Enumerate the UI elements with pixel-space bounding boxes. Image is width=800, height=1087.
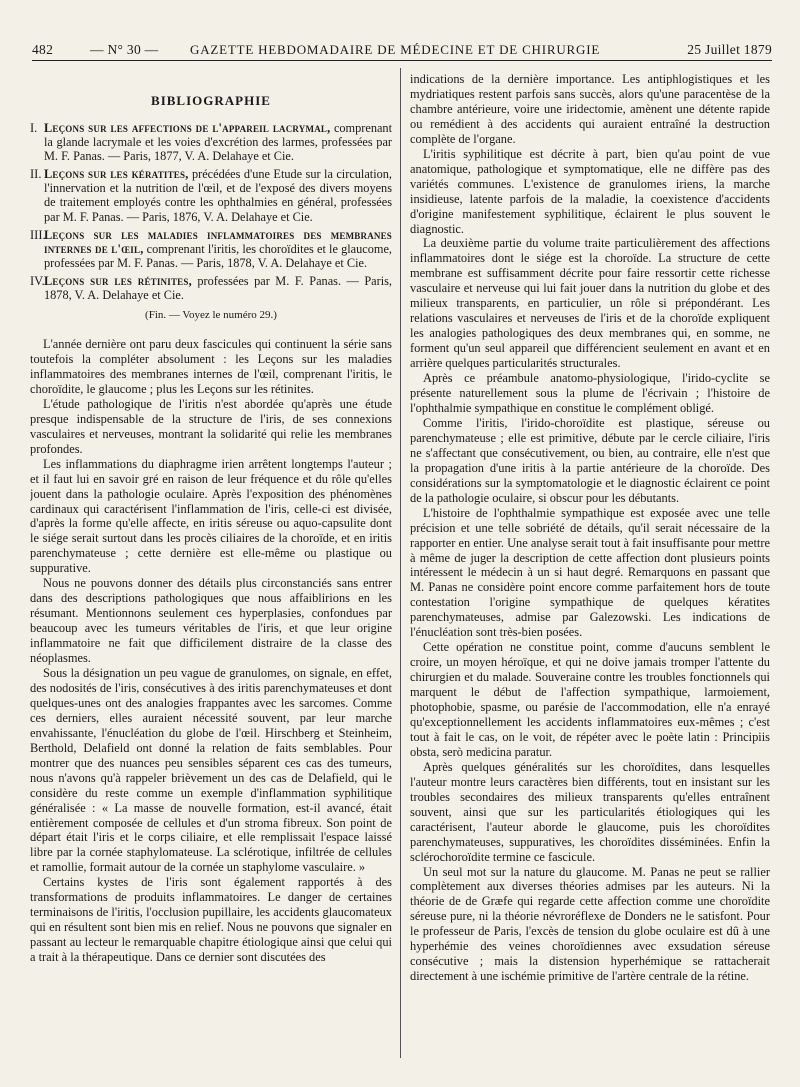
bibliography-list bbox=[30, 121, 392, 302]
entry-details: professées par M. F. Panas. — Paris, 1878, V. A. Delahaye et Cie. bbox=[44, 273, 392, 302]
issue-number: — N° 30 — bbox=[90, 42, 159, 57]
entry-number: II. bbox=[30, 167, 42, 182]
entry-details: précédées d'une Etude sur la circulation, l'innervation et la nutrition de l'œil, et de l'exposé des divers moyens de traitement employés contre les ophthalmies en général, professées par M. F. Panas. — Paris, 1876, V. A. Delahaye et Cie. bbox=[44, 167, 392, 224]
body-paragraph: indications de la dernière importance. Les antiphlogistiques et les mydriatiques restent parfois sans succès, alors qu'une paracentèse de la chambre antérieure, voire une iridectomie, amènent une détente rapide ou remédient à des accidents qui auraient entraîné la destruction complète de l'organe. bbox=[410, 72, 770, 146]
section-title: BIBLIOGRAPHIE bbox=[151, 93, 271, 108]
bibliography-entry bbox=[30, 121, 392, 163]
body-paragraph: Certains kystes de l'iris sont également rapportés à des transformations de produits inflammatoires. Le danger de certaines terminaisons de l'iritis, l'occlusion pupillaire, les accidents glaucomateux qui en résultent sont bien mis en relief. Nous ne pouvons que signaler en passant au lecteur le remarquable chapitre étiologique ainsi que celui qui a trait à la thérapeutique. Dans ce dernier sont discutées des bbox=[30, 875, 392, 965]
bibliography-entry bbox=[30, 228, 392, 270]
body-paragraph: L'histoire de l'ophthalmie sympathique est exposée avec une telle précision et une telle sobriété de détails, qu'il serait nécessaire de la rapporter en entier. Une analyse serait tout à fait insuffisante pour mettre à même de juger la description de cette affection dont plusieurs points intéressent le médecin à un si haut degré. Remarquons en passant que M. Panas ne considère point encore comme parfaitement hors de toute contestation l'origine sympathique de quelques kératites parenchymateuses, admise par Galezowski. Les indications de l'énucléation sont très-bien posées. bbox=[410, 505, 770, 640]
page-header bbox=[32, 38, 772, 61]
continuation-note: (Fin. — Voyez le numéro 29.) bbox=[145, 309, 277, 322]
entry-title: Leçons sur les maladies inflammatoires des membranes internes de l'œil, bbox=[44, 227, 392, 256]
body-paragraph: La deuxième partie du volume traite particulièrement des affections inflammatoires dont le siége est la choroïde. La structure de cette membrane est suffisamment décrite pour faire ressortir cette richesse vasculaire et nerveuse qui lui fait jouer dans la nutrition du globe et des milieux transparents, en particulier, un rôle si prépondérant. Les relations vasculaires et nerveuses de l'iris et de la choroïde expliquent les analogies pathologiques des deux membranes qui, en somme, ne forment qu'un seul appareil que différencient seulement en avant et en arrière quelques particularités structurales. bbox=[410, 236, 770, 371]
entry-number: I. bbox=[30, 120, 38, 135]
entry-title: Leçons sur les rétinites, bbox=[44, 273, 192, 288]
entry-title: Leçons sur les affections de l'appareil lacrymal, bbox=[44, 120, 331, 135]
body-paragraph: Les inflammations du diaphragme irien arrêtent longtemps l'auteur ; et il faut lui en savoir gré en raison de leur fréquence et du rôle qu'elles jouent dans la pathologie oculaire. Après l'exposition des phénomènes cardinaux qui caractérisent l'inflammation de l'iris, celle-ci est divisée, d'après la forme qu'elle affecte, en iritis séreuse ou aquo-capsulite dont le siége serait surtout dans les procès ciliaires de la choroïde, et en iritis parenchymateuse ; cette dernière est elle-même ou plastique ou suppurative. bbox=[30, 456, 392, 576]
entry-details: comprenant la glande lacrymale et les voies d'excrétion des larmes, professées par M. F. Panas. — Paris, 1877, V. A. Delahaye et Cie. bbox=[44, 120, 392, 164]
issue-date: 25 Juillet 1879 bbox=[687, 42, 772, 57]
page-number: 482 bbox=[32, 42, 54, 57]
body-paragraph: Sous la désignation un peu vague de granulomes, on signale, en effet, des nodosités de l'iris, consécutives à des iritis parenchymateuses et dont quelques-unes ont des analogies frappantes avec les sarcomes. Comme ces derniers, elles auraient nécessité souvent, par leur marche envahissante, l'énucléation du globe de l'œil. Hirschberg et Steinheim, Berthold, Delafield ont donné la relation de faits semblables. Pour montrer que des nuances peu sensibles séparent ces cas des tumeurs, nous n'avons qu'à rappeler brièvement un des cas de Delafield, qui le considère du reste comme un exemple d'inflammation syphilitique généralisée : « La masse de nouvelle formation, est-il avancé, était entièrement composée de cellules et d'un stroma fibreux. Son point de départ était l'iris et le corps ciliaire, et elle remplissait l'espace laissé libre par la cornée staphylomateuse. La sclérotique, infiltrée de cellules et ramollie, formait autour de la cornée un staphylome vasculaire. » bbox=[30, 666, 392, 875]
body-paragraph: Un seul mot sur la nature du glaucome. M. Panas ne peut se rallier complètement aux diverses théories admises par les auteurs. Ni la théorie de de Græfe qui regarde cette affection comme une choroïdite séreuse pure, ni la théorie névroréflexe de Donders ne le satisfont. Pour le professeur de Paris, l'excès de tension du globe oculaire est dû à une hyperhémie des veines choroïdiennes avec exsudation séreuse consécutive ; mais la distension hyperhémique se rattacherait directement à une ischémie primitive de l'artère centrale de la rétine. bbox=[410, 864, 770, 984]
bibliography-entry bbox=[30, 167, 392, 223]
entry-details: comprenant l'iritis, les choroïdites et le glaucome, professées par M. F. Panas. — Paris, 1878, V. A. Delahaye et Cie. bbox=[44, 241, 392, 270]
body-paragraph: Cette opération ne constitue point, comme d'aucuns semblent le croire, un moyen héroïque, et qui ne doive jamais tromper l'attente du chirurgien et du malade. Souveraine contre les troubles fonctionnels qui marquent le début de l'affection sympathique, larmoiement, photophobie, spasme, ou parésie de l'accommodation, elle n'a enrayé qu'exceptionnellement les accidents inflammatoires eux-mêmes ; c'est tout à fait le cas, on le voit, de répéter avec le poète latin : Principiis obsta, serò medicina paratur. bbox=[410, 640, 770, 759]
body-paragraph: Après ce préambule anatomo-physiologique, l'irido-cyclite se présente naturellement sous la plume de l'écrivain ; l'histoire de l'ophthalmie sympathique en constitue le complément obligé. bbox=[410, 371, 770, 415]
entry-number: III. bbox=[30, 227, 46, 242]
column-divider bbox=[400, 68, 401, 1058]
body-paragraph: L'année dernière ont paru deux fascicules qui continuent la série sans toutefois la compléter absolument : les Leçons sur les maladies inflammatoires des membranes internes de l'œil, comprenant l'iritis, le choroïdite, le glaucome ; plus les Leçons sur les rétinites. bbox=[30, 337, 392, 396]
body-paragraph: L'étude pathologique de l'iritis n'est abordée qu'après une étude presque indispensable de la structure de l'iris, de ses connexions vasculaires et nerveuses, montrant la solidarité qui relie les membranes profondes. bbox=[30, 396, 392, 456]
right-column bbox=[410, 72, 770, 1062]
entry-title: Leçons sur les kératites, bbox=[44, 167, 189, 182]
left-column bbox=[30, 70, 392, 1060]
body-paragraph: Nous ne pouvons donner des détails plus circonstanciés sans entrer dans des descriptions pathologiques que nous affaiblirions en les résumant. Mentionnons seulement ces hyperplasies, confondues par beaucoup avec les tumeurs véritables de l'iris, et que leur origine inflammatoire ne fait que difficilement distraire de la classe des néoplasmes. bbox=[30, 576, 392, 666]
entry-number: IV. bbox=[30, 273, 45, 288]
bibliography-entry bbox=[30, 274, 392, 302]
body-paragraph: Après quelques généralités sur les choroïdites, dans lesquelles l'auteur montre leurs caractères bien différents, tout en insistant sur les troubles secondaires des milieux transparents qu'elles entraînent souvent, ainsi que sur les particularités étiologiques qui les caractérisent, l'auteur aborde le glaucome, puis les choroïdites parenchymateuses, suppuratives, les choroïdites disséminées. Enfin la sclérochoroïdite termine ce fascicule. bbox=[410, 759, 770, 864]
journal-title: GAZETTE HEBDOMADAIRE DE MÉDECINE ET DE CHIRURGIE bbox=[190, 42, 601, 57]
body-paragraph: L'iritis syphilitique est décrite à part, bien qu'au point de vue anatomique, pathologique et symptomatique, elle ne diffère pas des variétés communes. L'existence de granulomes iriens, la marche insidieuse, latente parfois de la maladie, la coexistence d'accidents d'origine manifestement syphilitique, éclairent le plus souvent le diagnostic. bbox=[410, 146, 770, 236]
body-paragraph: Comme l'iritis, l'irido-choroïdite est plastique, séreuse ou parenchymateuse ; elle est primitive, débute par le cercle ciliaire, l'iris ne s'affectant que consécutivement, ou bien, au contraire, elle n'est que la propagation d'une iritis à la partie antérieure de la choroïde. Des considérations sur la symptomatologie et le diagnostic éclairent ce point de la pathologie oculaire, si obscur pour les débutants. bbox=[410, 415, 770, 505]
